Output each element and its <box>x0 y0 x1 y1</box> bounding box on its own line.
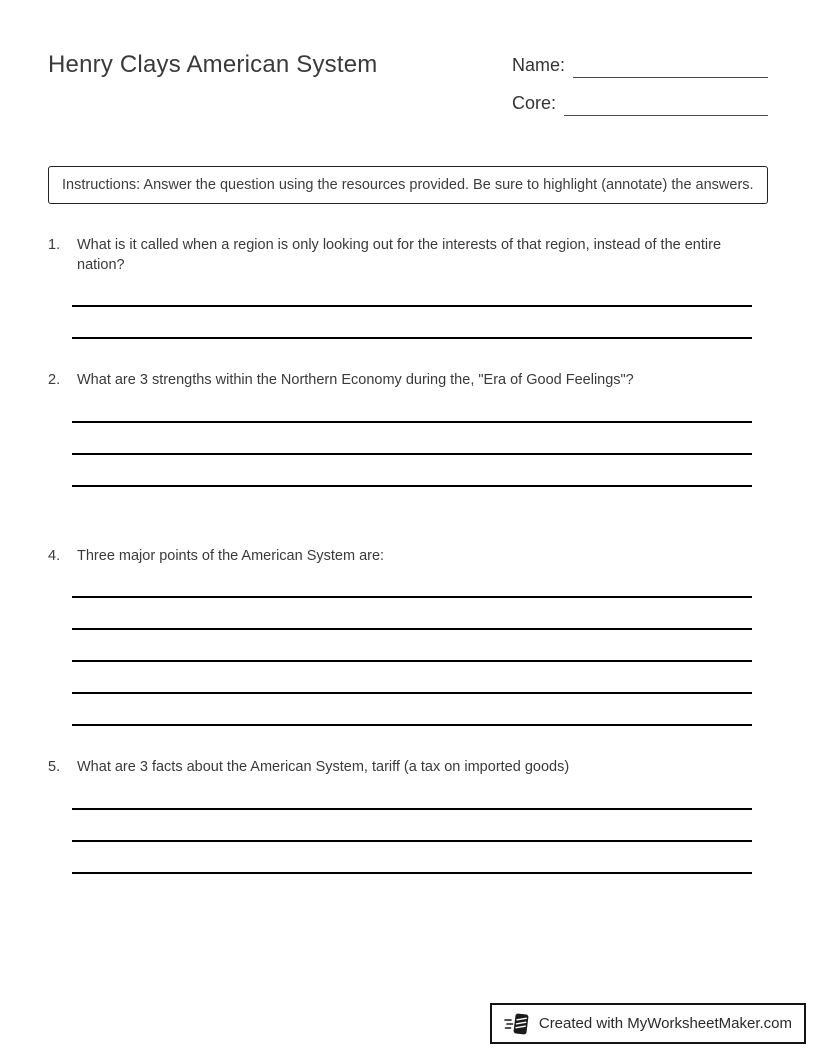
core-field-row <box>512 90 768 116</box>
answer-lines <box>48 596 768 726</box>
question-row <box>48 236 768 275</box>
answer-line <box>72 337 752 339</box>
question-block <box>48 371 768 487</box>
page-header <box>0 0 816 128</box>
answer-lines <box>48 421 768 487</box>
answer-line <box>72 453 752 455</box>
answer-line <box>72 724 752 726</box>
answer-line <box>72 808 752 810</box>
name-input-line <box>573 51 768 78</box>
question-block <box>48 758 768 874</box>
worksheetmaker-logo-icon <box>504 1011 530 1037</box>
answer-lines <box>48 305 768 339</box>
question-text: What is it called when a region is only looking out for the interests of that region, instead of the entire nation? <box>77 237 722 273</box>
name-field-row <box>512 52 768 78</box>
question-row <box>48 758 768 778</box>
question-number: 1. <box>48 237 61 253</box>
question-block <box>48 236 768 339</box>
instructions-box <box>48 166 768 204</box>
footer-credit-text: Created with MyWorksheetMaker.com <box>538 1015 792 1032</box>
question-number: 4. <box>48 547 61 564</box>
answer-line <box>72 421 752 423</box>
answer-line <box>72 840 752 842</box>
answer-line <box>72 692 752 694</box>
question-text: What are 3 strengths within the Northern Economy during the, "Era of Good Feelings"? <box>77 372 634 388</box>
questions-list <box>48 236 768 874</box>
question-row <box>48 547 768 567</box>
answer-lines <box>48 808 768 874</box>
footer-credit-box <box>490 1003 806 1044</box>
answer-line <box>72 660 752 662</box>
question-number: 2. <box>48 372 61 388</box>
question-block <box>48 547 768 727</box>
question-number: 5. <box>48 759 61 775</box>
answer-line <box>72 485 752 487</box>
question-text: What are 3 facts about the American System, tariff (a tax on imported goods) <box>77 759 570 775</box>
header-fields <box>512 50 768 128</box>
answer-line <box>72 596 752 598</box>
name-label: Name: <box>512 55 566 75</box>
core-label: Core: <box>512 93 557 113</box>
question-text: Three major points of the American System are: <box>77 547 385 564</box>
answer-line <box>72 872 752 874</box>
instructions-text: Instructions: Answer the question using the resources provided. Be sure to highlight (annotate) the answers. <box>62 177 754 193</box>
answer-line <box>72 628 752 630</box>
page-title: Henry Clays American System <box>48 51 378 78</box>
core-input-line <box>564 89 768 116</box>
answer-line <box>72 305 752 307</box>
question-row <box>48 371 768 391</box>
